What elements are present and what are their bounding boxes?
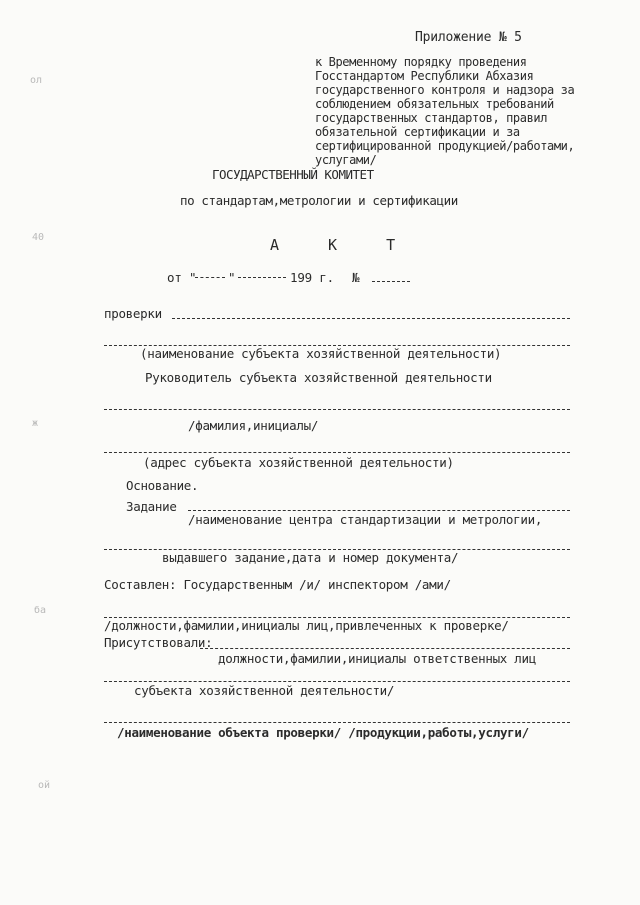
appendix-reference: к Временному порядку проведения Госстандартом Республики Абхазия государственного контроля и надзора за соблюдением обязательных требований государственных стандартов, правил обязательной сертификации и за сертифицированной продукцией/работами, услугами/ bbox=[315, 55, 575, 167]
margin-mark: ж bbox=[32, 418, 39, 429]
check-label: проверки bbox=[104, 306, 162, 321]
head-fio-line[interactable] bbox=[104, 409, 570, 410]
task-line[interactable] bbox=[188, 510, 570, 511]
date-prefix: от " bbox=[167, 270, 197, 285]
responsible-caption: должности,фамилии,инициалы ответственных лиц bbox=[218, 651, 536, 666]
act-number-field[interactable] bbox=[372, 280, 410, 282]
positions-caption: /должности,фамилии,инициалы лиц,привлеченных к проверке/ bbox=[104, 618, 509, 633]
entity-name-line[interactable] bbox=[172, 318, 570, 319]
entity-name-caption: (наименование субъекта хозяйственной деятельности) bbox=[140, 346, 502, 361]
head-label: Руководитель субъекта хозяйственной деятельности bbox=[145, 370, 492, 385]
organization-subtitle: по стандартам,метрологии и сертификации bbox=[180, 193, 458, 208]
task-label: Задание bbox=[126, 499, 177, 514]
object-caption: /наименование объекта проверки/ /продукции,работы,услуги/ bbox=[117, 725, 529, 740]
present-line[interactable] bbox=[200, 648, 570, 649]
margin-mark: 40 bbox=[32, 232, 45, 243]
month-field[interactable] bbox=[238, 276, 286, 278]
present-label: Присутствовали: bbox=[104, 635, 213, 650]
organization-name: ГОСУДАРСТВЕННЫЙ КОМИТЕТ bbox=[212, 167, 374, 182]
day-field[interactable] bbox=[195, 276, 225, 278]
fio-caption: /фамилия,инициалы/ bbox=[188, 418, 319, 433]
address-line[interactable] bbox=[104, 452, 570, 453]
number-sign: № bbox=[352, 270, 360, 285]
margin-mark: ол bbox=[30, 75, 43, 86]
object-line[interactable] bbox=[104, 722, 570, 723]
address-caption: (адрес субъекта хозяйственной деятельности) bbox=[143, 455, 454, 470]
act-title: А К Т bbox=[270, 236, 416, 254]
center-caption: /наименование центра стандартизации и метрологии, bbox=[188, 512, 543, 527]
issuer-caption: выдавшего задание,дата и номер документа/ bbox=[162, 550, 459, 565]
responsible-caption-2: субъекта хозяйственной деятельности/ bbox=[134, 683, 395, 698]
year-label: 199 г. bbox=[290, 270, 334, 285]
appendix-number: Приложение № 5 bbox=[415, 30, 522, 45]
margin-mark: ой bbox=[38, 780, 51, 791]
composed-label: Составлен: Государственным /и/ инспектором /ами/ bbox=[104, 577, 451, 592]
basis-label: Основание. bbox=[126, 478, 199, 493]
margin-mark: ба bbox=[34, 605, 47, 616]
date-quote: " bbox=[228, 270, 236, 285]
responsible-line[interactable] bbox=[104, 681, 570, 682]
